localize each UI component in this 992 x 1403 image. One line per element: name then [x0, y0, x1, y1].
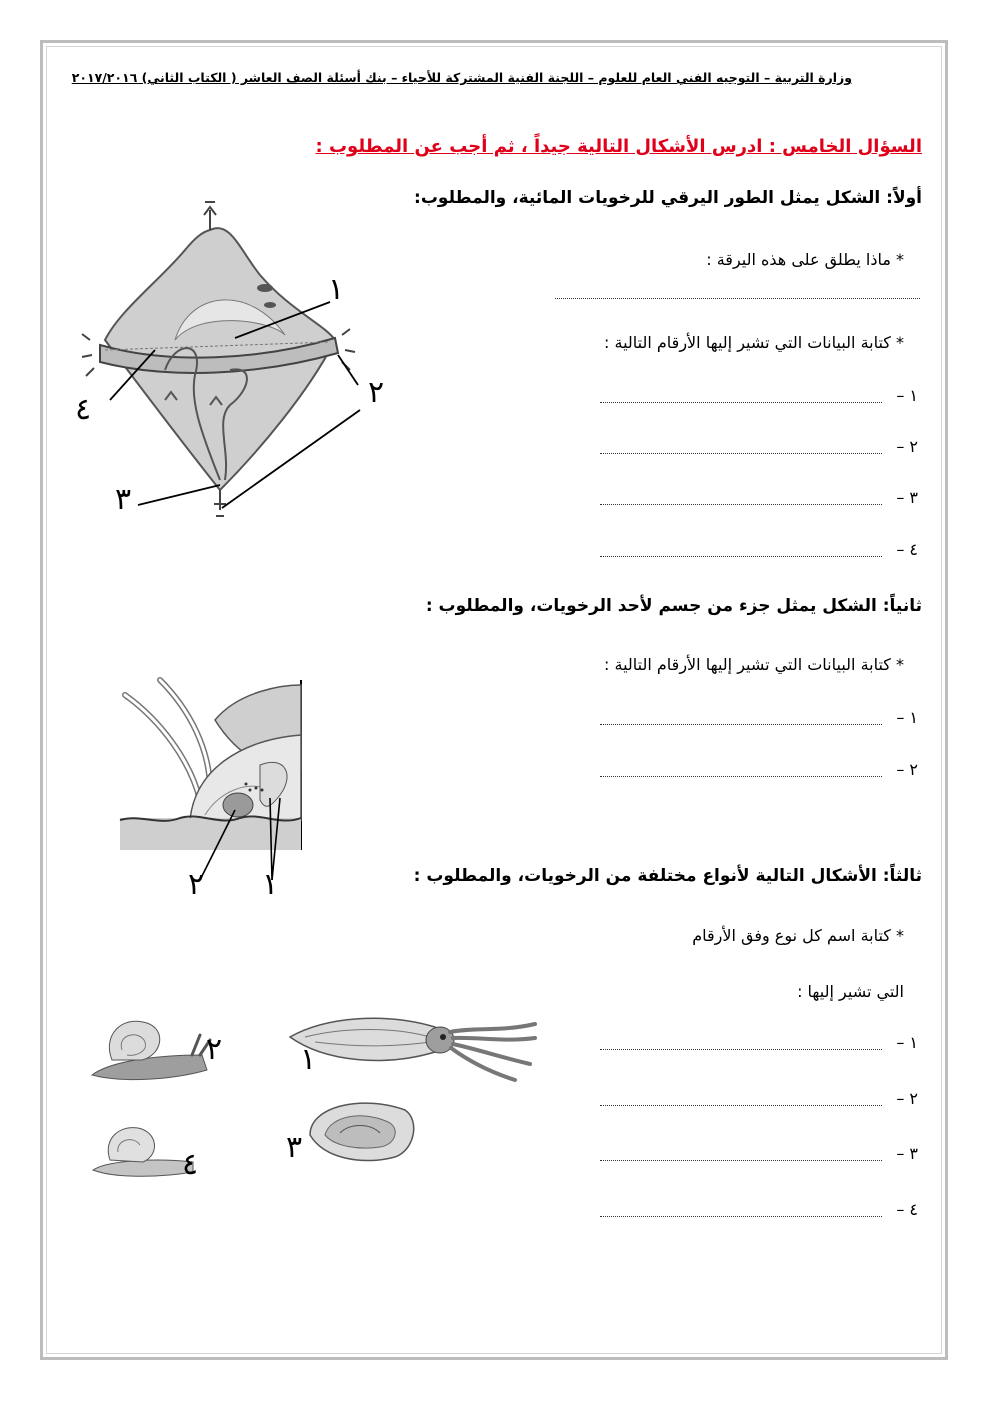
page-header: وزارة التربية – التوجيه الفني العام للعلوم – اللجنة الفنية المشتركة للأحياء – بنك أسئلة الصف العاشر ( الكتاب الثاني) ٢٠١٧/٢٠١٦	[71, 70, 852, 85]
larva-apical-tuft	[204, 202, 216, 230]
part3-question-names: * كتابة اسم كل نوع وفق الأرقام	[692, 926, 904, 945]
mollusc-snail-figure	[82, 1015, 212, 1085]
answer-line-p3-3[interactable]	[600, 1160, 882, 1161]
part1-item-4: ٤ –	[896, 540, 918, 559]
snail-label-1: ١	[262, 867, 279, 902]
part1-question-larva-name: * ماذا يطلق على هذه اليرقة :	[706, 250, 904, 269]
mollusc-clam-figure	[305, 1095, 420, 1165]
part2-question-labels: * كتابة البيانات التي تشير إليها الأرقام التالية :	[604, 655, 904, 674]
larva-label-3: ٣	[115, 482, 132, 517]
answer-line-p2-1[interactable]	[600, 724, 882, 725]
answer-line-larva-name[interactable]	[555, 298, 920, 299]
part3-item-3: ٣ –	[896, 1144, 918, 1163]
answer-line-p1-4[interactable]	[600, 556, 882, 557]
snail-substrate	[120, 816, 301, 850]
mollusc-label-4: ٤	[182, 1147, 199, 1182]
answer-line-p1-1[interactable]	[600, 402, 882, 403]
part1-title: أولاً: الشكل يمثل الطور اليرقي للرخويات المائية، والمطلوب:	[414, 188, 922, 208]
answer-line-p2-2[interactable]	[600, 776, 882, 777]
larva-figure	[80, 190, 410, 530]
answer-line-p1-3[interactable]	[600, 504, 882, 505]
larva-label-1: ١	[328, 272, 345, 307]
snail-head-figure	[120, 680, 305, 855]
larva-label-2: ٢	[368, 375, 385, 410]
part3-item-1: ١ –	[896, 1033, 918, 1052]
question-title: السؤال الخامس : ادرس الأشكال التالية جيداً ، ثم أجب عن المطلوب :	[315, 136, 922, 157]
part3-item-2: ٢ –	[896, 1089, 918, 1108]
snail-label-2: ٢	[188, 867, 205, 902]
part1-item-3: ٣ –	[896, 488, 918, 507]
larva-posterior-tuft	[214, 490, 226, 516]
larva-label-4: ٤	[75, 392, 92, 427]
mollusc-squid-figure	[285, 1012, 540, 1082]
mollusc-label-2: ٢	[206, 1032, 223, 1067]
answer-line-p1-2[interactable]	[600, 453, 882, 454]
part3-title: ثالثاً: الأشكال التالية لأنواع مختلفة من الرخويات، والمطلوب :	[413, 866, 922, 886]
answer-line-p3-2[interactable]	[600, 1105, 882, 1106]
answer-line-p3-1[interactable]	[600, 1049, 882, 1050]
mollusc-label-3: ٣	[286, 1130, 303, 1165]
part1-item-2: ٢ –	[896, 437, 918, 456]
part1-item-1: ١ –	[896, 386, 918, 405]
mollusc-label-1: ١	[300, 1042, 317, 1077]
part3-question-names-cont: التي تشير إليها :	[797, 982, 904, 1001]
answer-line-p3-4[interactable]	[600, 1216, 882, 1217]
part2-item-2: ٢ –	[896, 760, 918, 779]
part3-item-4: ٤ –	[896, 1200, 918, 1219]
part1-question-labels: * كتابة البيانات التي تشير إليها الأرقام التالية :	[604, 333, 904, 352]
part2-title: ثانياً: الشكل يمثل جزء من جسم لأحد الرخويات، والمطلوب :	[425, 596, 922, 616]
part2-item-1: ١ –	[896, 708, 918, 727]
